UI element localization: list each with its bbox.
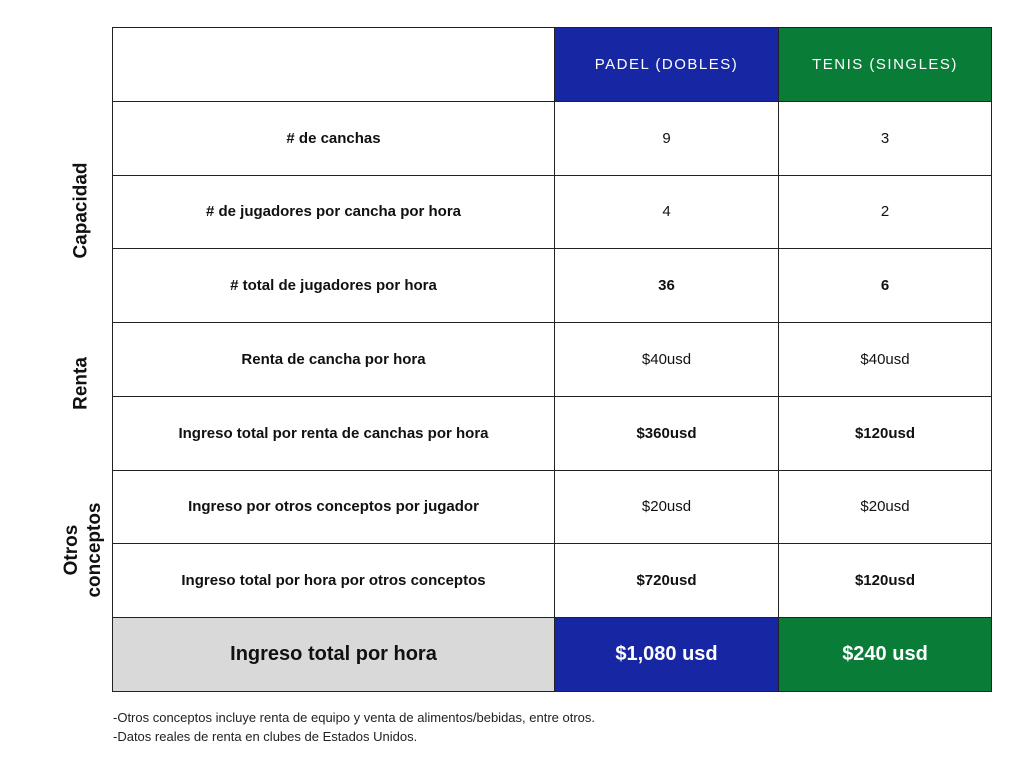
tenis-value: 3 (779, 101, 992, 175)
total-label: Ingreso total por hora (113, 618, 555, 692)
tenis-value: $20usd (779, 470, 992, 544)
tenis-value: 6 (779, 249, 992, 323)
total-tenis-value: $240 usd (779, 618, 992, 692)
header-empty-cell (113, 28, 555, 102)
section-label-otros-line1: Otros (61, 524, 82, 576)
footnotes (113, 708, 595, 746)
section-label-otros-conceptos (60, 490, 106, 610)
table-row (113, 175, 992, 249)
padel-value: $20usd (555, 470, 779, 544)
header-padel: PADEL (DOBLES) (555, 28, 779, 102)
table-row (113, 249, 992, 323)
row-label: Renta de cancha por hora (113, 323, 555, 397)
padel-value: 9 (555, 101, 779, 175)
tenis-value: $120usd (779, 396, 992, 470)
padel-value: $720usd (555, 544, 779, 618)
table-row (113, 544, 992, 618)
header-tenis: TENIS (SINGLES) (779, 28, 992, 102)
total-padel-value: $1,080 usd (555, 618, 779, 692)
table-row (113, 470, 992, 544)
footnote: -Otros conceptos incluye renta de equipo y venta de alimentos/bebidas, entre otros. (113, 710, 596, 725)
footnote: -Datos reales de renta en clubes de Estados Unidos. (113, 729, 418, 744)
row-label: Ingreso total por renta de canchas por hora (113, 396, 555, 470)
row-label: # total de jugadores por hora (113, 249, 555, 323)
header-row (113, 28, 992, 102)
tenis-value: $120usd (779, 544, 992, 618)
table-row (113, 101, 992, 175)
row-label: Ingreso total por hora por otros conceptos (113, 544, 555, 618)
table-row (113, 396, 992, 470)
table-row (113, 323, 992, 397)
section-label-renta: Renta (70, 357, 92, 410)
tenis-value: 2 (779, 175, 992, 249)
comparison-table (112, 27, 992, 692)
section-label-otros-line2: conceptos (84, 502, 105, 598)
row-label: # de canchas (113, 101, 555, 175)
tenis-value: $40usd (779, 323, 992, 397)
total-row (113, 618, 992, 692)
section-label-capacidad: Capacidad (70, 162, 92, 259)
padel-value: 36 (555, 249, 779, 323)
row-label: # de jugadores por cancha por hora (113, 175, 555, 249)
row-label: Ingreso por otros conceptos por jugador (113, 470, 555, 544)
padel-value: 4 (555, 175, 779, 249)
padel-value: $40usd (555, 323, 779, 397)
padel-value: $360usd (555, 396, 779, 470)
